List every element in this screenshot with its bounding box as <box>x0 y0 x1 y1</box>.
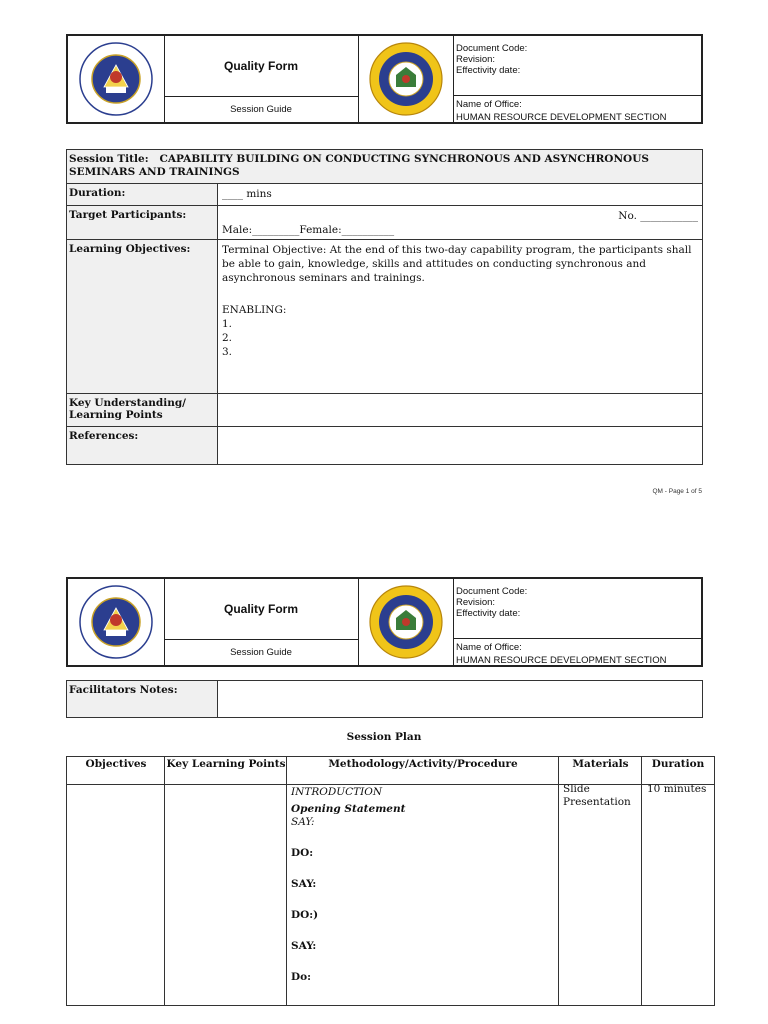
do-step: DO: <box>291 847 314 859</box>
office-name: HUMAN RESOURCE DEVELOPMENT SECTION <box>456 112 667 123</box>
office-name: HUMAN RESOURCE DEVELOPMENT SECTION <box>456 655 667 666</box>
effectivity-date-label: Effectivity date: <box>456 65 521 76</box>
references-row <box>67 427 702 464</box>
column-header-duration: Duration <box>651 758 705 770</box>
quality-form-title: Quality Form <box>164 579 359 640</box>
target-participants-row <box>67 206 702 240</box>
enabling-item: 3. <box>222 346 233 358</box>
session-title-label: Session Title: <box>69 153 149 165</box>
session-plan-title: Session Plan <box>346 731 422 743</box>
column-header-key-learning-points: Key Learning Points <box>166 758 286 770</box>
revision-label: Revision: <box>456 54 496 65</box>
terminal-objective: Terminal Objective: At the end of this two-day capability program, the participants shall be able to gain, knowledge, skills and attitudes on conducting synchronous and asynchronous seminars and trainings. <box>222 244 692 284</box>
session-title-value: CAPABILITY BUILDING ON CONDUCTING SYNCHRONOUS AND ASYNCHRONOUS SEMINARS AND TRAININGS <box>69 153 649 178</box>
enabling-item: 2. <box>222 332 233 344</box>
document-meta <box>454 36 701 96</box>
session-plan-table <box>66 756 715 1006</box>
target-gender-field: Male:_________Female:__________ <box>222 224 395 236</box>
document-code-label: Document Code: <box>456 43 528 54</box>
materials-cell: Slide Presentation <box>563 783 631 808</box>
document-header <box>66 34 703 124</box>
enabling-heading: ENABLING: <box>222 304 287 316</box>
key-understanding-label: Key Understanding/ <box>69 397 187 409</box>
duration-cell: 10 minutes <box>647 783 707 795</box>
target-no-field: No. ___________ <box>618 210 698 222</box>
references-label: References: <box>67 427 218 464</box>
column-header-objectives: Objectives <box>85 758 147 770</box>
region-seal-icon <box>368 41 444 117</box>
learning-points-label: Learning Points <box>69 409 163 421</box>
say-step: SAY: <box>291 878 317 890</box>
office-label: Name of Office: <box>456 99 522 110</box>
introduction-heading: INTRODUCTION <box>291 786 383 798</box>
session-info-table <box>66 149 703 465</box>
region-seal-logo <box>359 579 454 665</box>
facilitators-notes-table <box>66 680 703 718</box>
office-label: Name of Office: <box>456 642 522 653</box>
document-meta <box>454 579 701 639</box>
session-title-row <box>67 150 702 184</box>
duration-label: Duration: <box>67 184 218 205</box>
session-guide-label: Session Guide <box>164 640 359 665</box>
learning-objectives-label: Learning Objectives: <box>67 240 218 393</box>
facilitators-notes-label: Facilitators Notes: <box>67 681 218 717</box>
deped-seal-logo <box>68 36 165 122</box>
deped-seal-icon <box>78 41 154 117</box>
opening-statement: Opening Statement <box>291 803 406 815</box>
say-step: SAY: <box>291 816 315 828</box>
learning-objectives-row <box>67 240 702 394</box>
deped-seal-logo <box>68 579 165 665</box>
page-footer: QM - Page 1 of 5 <box>652 488 702 495</box>
do-step: DO:) <box>291 909 319 921</box>
duration-value: ____ mins <box>222 188 272 200</box>
target-participants-label: Target Participants: <box>67 206 218 239</box>
deped-seal-icon <box>78 584 154 660</box>
document-header <box>66 577 703 667</box>
revision-label: Revision: <box>456 597 496 608</box>
session-guide-label: Session Guide <box>164 97 359 122</box>
region-seal-logo <box>359 36 454 122</box>
say-step: SAY: <box>291 940 317 952</box>
office-info <box>454 97 701 122</box>
region-seal-icon <box>368 584 444 660</box>
office-info <box>454 640 701 665</box>
methodology-cell <box>291 786 553 984</box>
quality-form-title: Quality Form <box>164 36 359 97</box>
document-code-label: Document Code: <box>456 586 528 597</box>
column-header-materials: Materials <box>572 758 629 770</box>
duration-row <box>67 184 702 206</box>
column-header-methodology: Methodology/Activity/Procedure <box>328 758 518 770</box>
effectivity-date-label: Effectivity date: <box>456 608 521 619</box>
do-step: Do: <box>291 971 311 983</box>
enabling-item: 1. <box>222 318 233 330</box>
key-understanding-row <box>67 394 702 427</box>
